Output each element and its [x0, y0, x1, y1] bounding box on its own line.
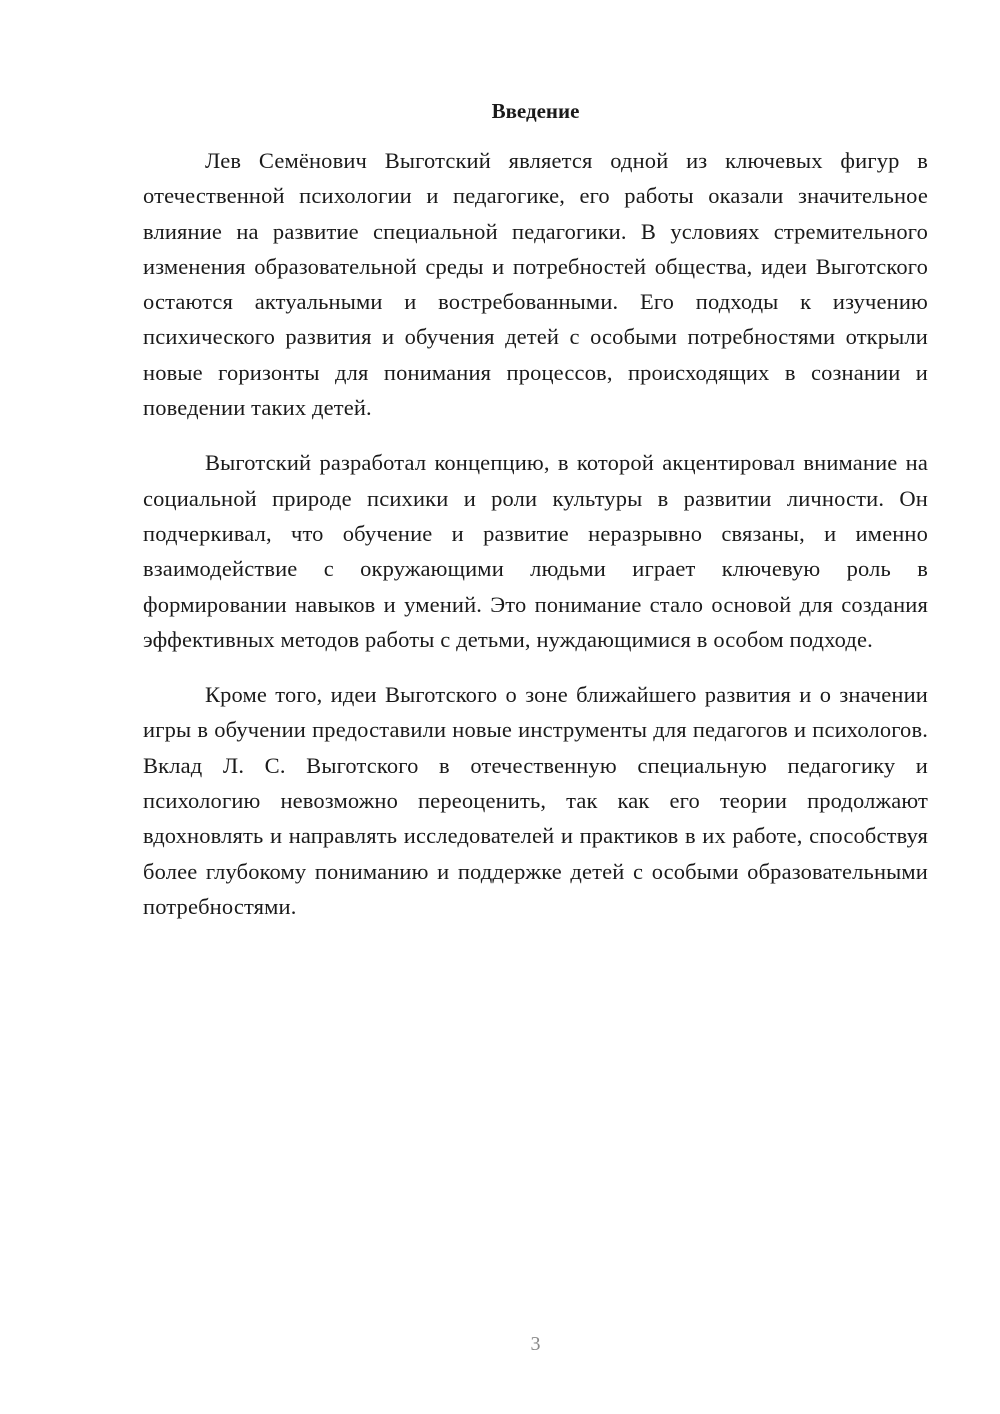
paragraph-2: Выготский разработал концепцию, в которой акцентировал внимание на социальной природе психики и роли культуры в развитии личности. Он подчеркивал, что обучение и развитие неразрывно связаны, и именно взаимодействие с окружающими людьми играет ключевую роль в формировании навыков и умений. Это понимание стало основой для создания эффективных методов работы с детьми, нуждающимися в особом подходе.	[143, 450, 928, 652]
paragraph-3: Кроме того, идеи Выготского о зоне ближайшего развития и о значении игры в обучении предоставили новые инструменты для педагогов и психологов. Вклад Л. С. Выготского в отечественную специальную педагогику и психологию невозможно переоценить, так как его теории продолжают вдохновлять и направлять исследователей и практиков в их работе, способствуя более глубокому пониманию и поддержке детей с особыми образовательными потребностями.	[143, 682, 928, 919]
paragraph-1: Лев Семёнович Выготский является одной из ключевых фигур в отечественной психологии и педагогике, его работы оказали значительное влияние на развитие специальной педагогики. В условиях стремительного изменения образовательной среды и потребностей общества, идеи Выготского остаются актуальными и востребованными. Его подходы к изучению психического развития и обучения детей с особыми потребностями открыли новые горизонты для понимания процессов, происходящих в сознании и поведении таких детей.	[143, 148, 928, 421]
page-number: 3	[530, 1333, 541, 1355]
section-heading: Введение	[491, 99, 580, 123]
body-text	[143, 143, 928, 944]
